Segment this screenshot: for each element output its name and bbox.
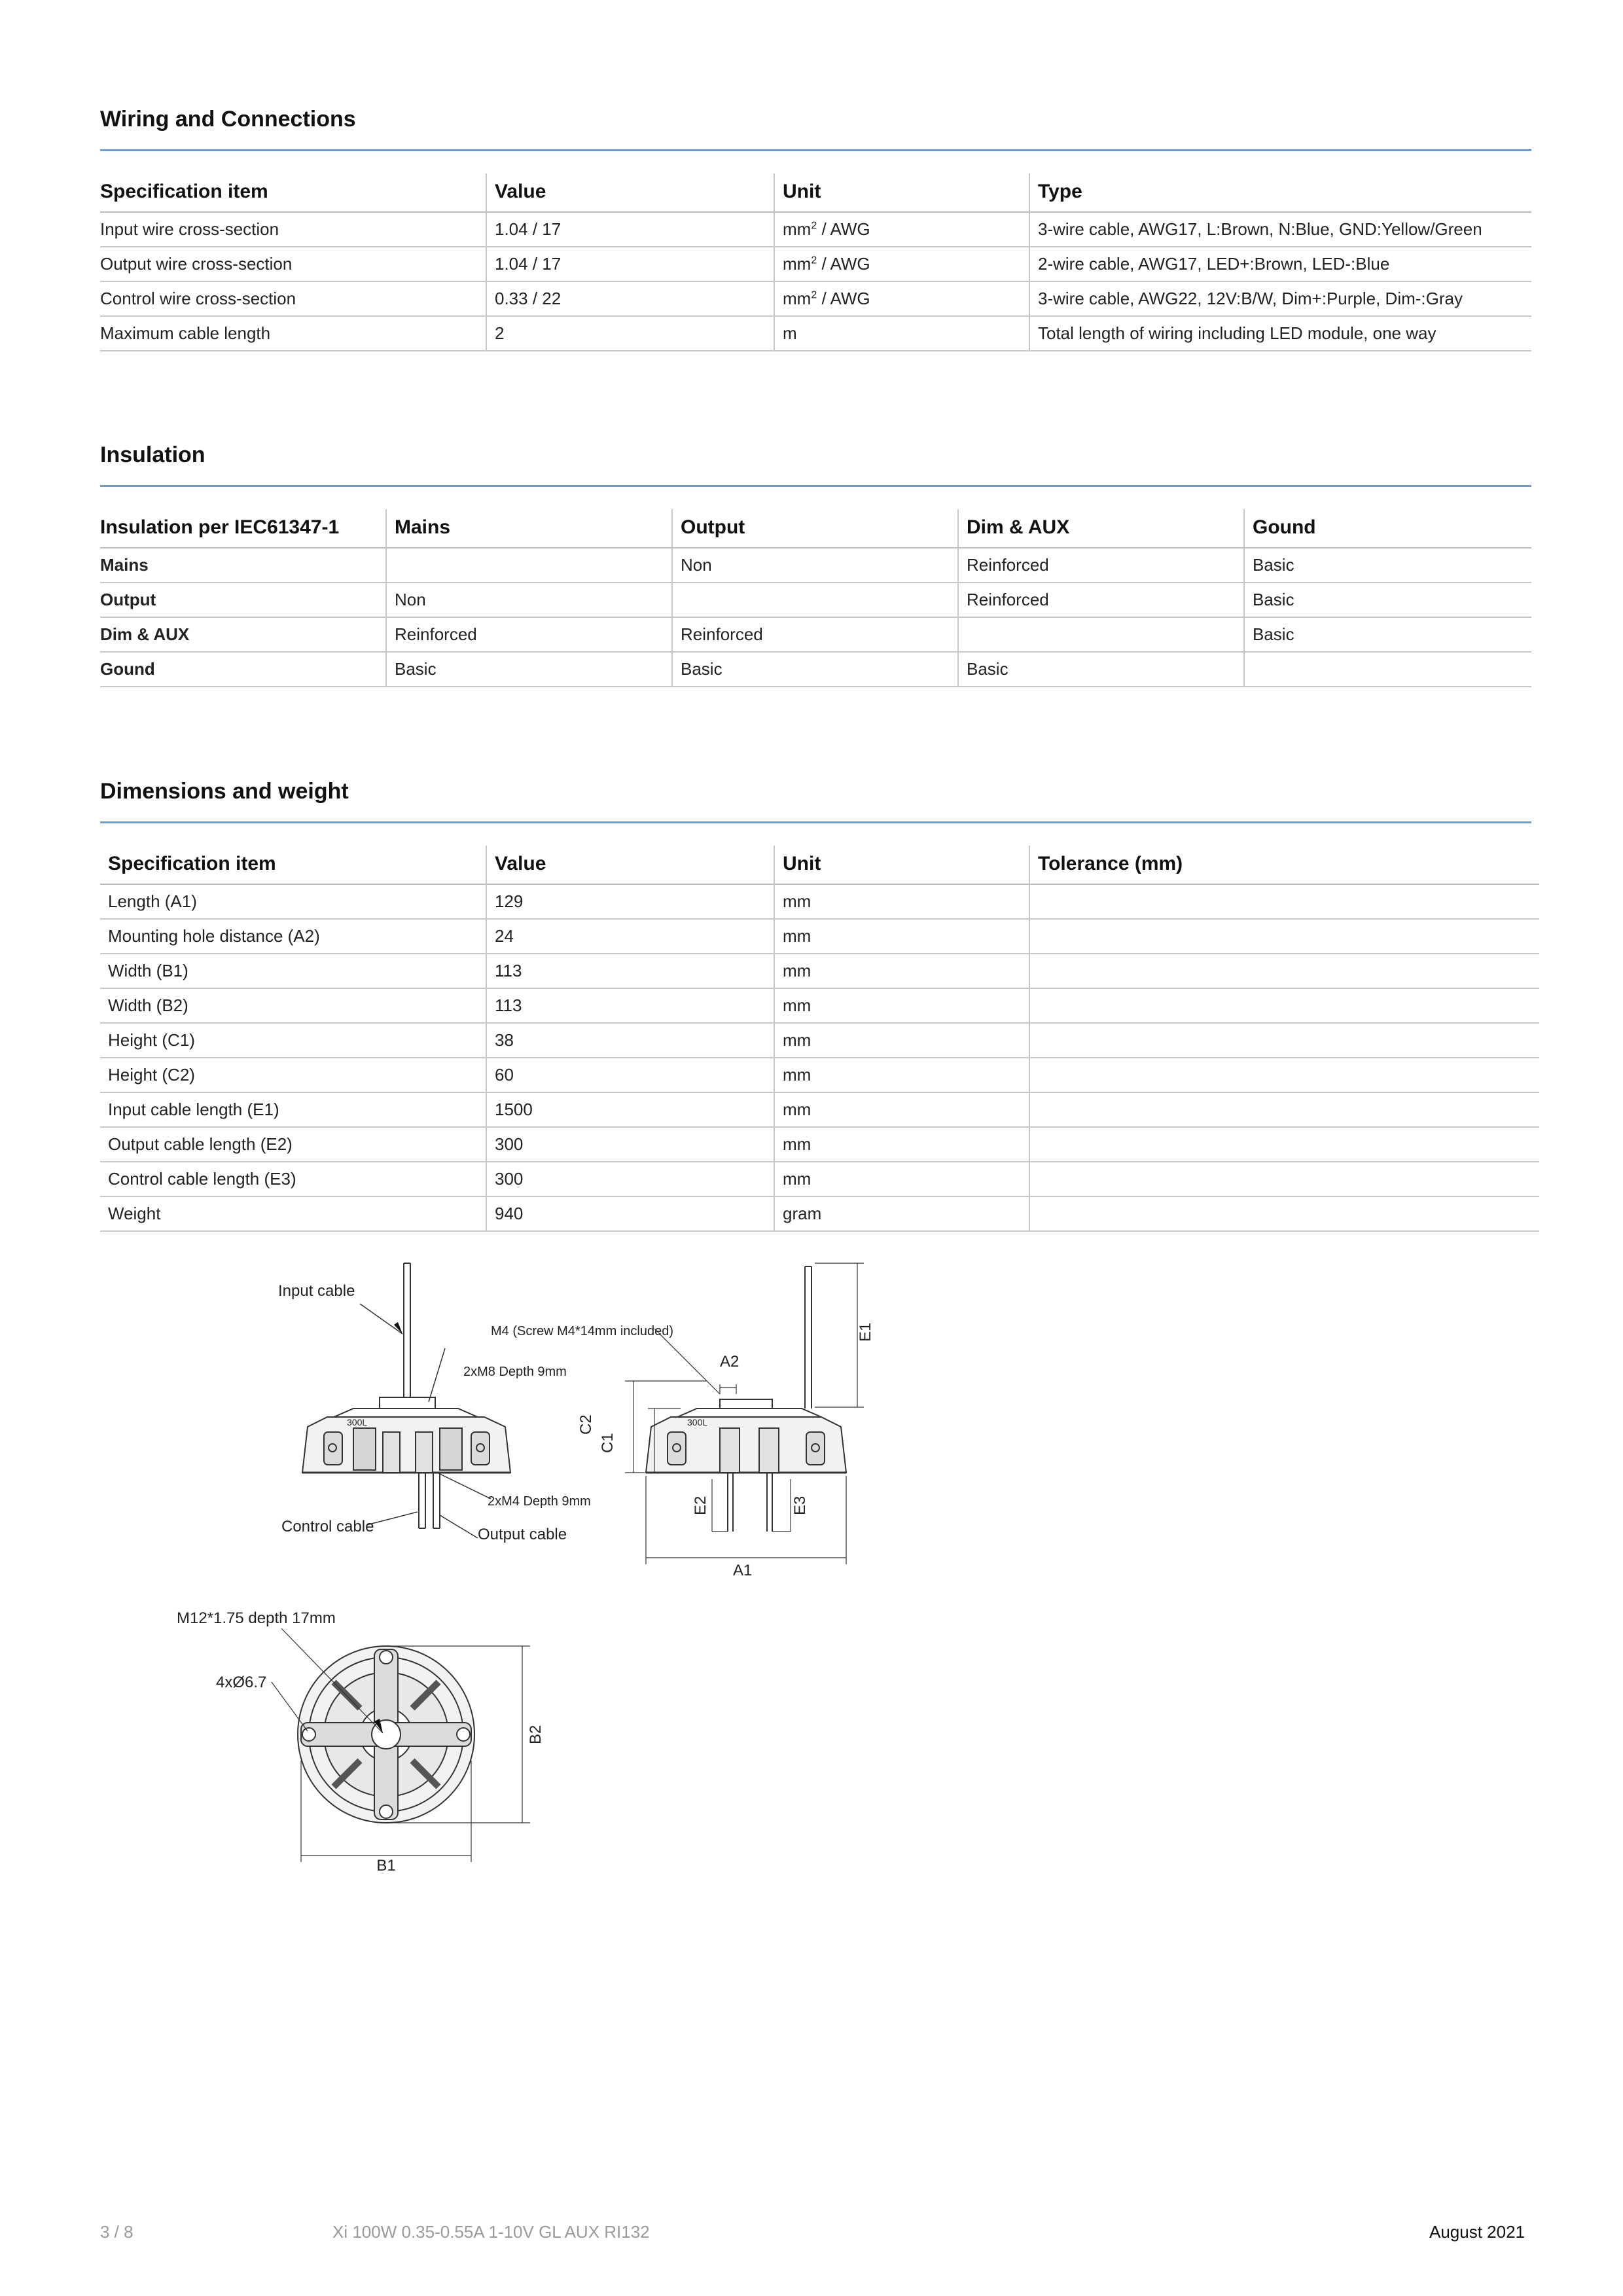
insulation-cell: Reinforced	[958, 583, 1244, 617]
insulation-cell: Reinforced	[386, 617, 672, 652]
table-row	[100, 988, 1539, 1023]
spec-unit	[774, 316, 1029, 351]
spec-type: 3-wire cable, AWG22, 12V:B/W, Dim+:Purple, Dim-:Gray	[1029, 281, 1531, 316]
column-header: Unit	[774, 173, 1029, 212]
spec-value: 300	[486, 1127, 774, 1162]
spec-unit	[774, 212, 1029, 247]
table-row	[100, 1092, 1539, 1127]
dimensions-table	[100, 846, 1539, 1232]
spec-unit	[774, 281, 1029, 316]
spec-unit: mm	[774, 954, 1029, 988]
wiring-table	[100, 173, 1531, 351]
unit-base: m	[783, 323, 797, 343]
b2-label: B2	[527, 1725, 544, 1744]
insulation-cell: Basic	[1244, 548, 1531, 583]
spec-item: Output wire cross-section	[100, 247, 486, 281]
spec-unit: mm	[774, 988, 1029, 1023]
output-cable-label: Output cable	[478, 1526, 567, 1543]
table-row	[100, 1162, 1539, 1196]
column-header: Dim & AUX	[958, 509, 1244, 548]
row-header: Gound	[100, 652, 386, 687]
column-header: Mains	[386, 509, 672, 548]
spec-unit: gram	[774, 1196, 1029, 1231]
section-title: Dimensions and weight	[100, 779, 1531, 823]
leader-input-cable	[360, 1304, 402, 1334]
spec-value: 38	[486, 1023, 774, 1058]
section-title: Insulation	[100, 442, 1531, 487]
svg-text:300L: 300L	[687, 1417, 708, 1427]
holes-label: 4xØ6.7	[216, 1674, 267, 1691]
insulation-section	[100, 442, 1531, 687]
dimension-lines	[625, 1263, 864, 1564]
m4-depth-label: 2xM4 Depth 9mm	[488, 1494, 591, 1509]
spec-tolerance	[1029, 954, 1539, 988]
e2-label: E2	[692, 1496, 709, 1515]
spec-item: Height (C1)	[100, 1023, 486, 1058]
insulation-cell: Non	[386, 583, 672, 617]
dimensions-section	[100, 779, 1539, 1232]
wiring-section	[100, 107, 1531, 351]
spec-value: 0.33 / 22	[486, 281, 774, 316]
table-header-row	[100, 509, 1531, 548]
spec-value: 2	[486, 316, 774, 351]
spec-item: Width (B1)	[100, 954, 486, 988]
column-header: Value	[486, 173, 774, 212]
spec-item: Height (C2)	[100, 1058, 486, 1092]
insulation-cell: Basic	[1244, 617, 1531, 652]
spec-item: Input wire cross-section	[100, 212, 486, 247]
spec-unit: mm	[774, 1162, 1029, 1196]
spec-item: Output cable length (E2)	[100, 1127, 486, 1162]
table-row	[100, 212, 1531, 247]
table-header-row	[100, 173, 1531, 212]
leader-m8	[429, 1348, 445, 1402]
spec-unit: mm	[774, 1127, 1029, 1162]
insulation-cell: Reinforced	[672, 617, 958, 652]
table-row	[100, 247, 1531, 281]
column-header: Gound	[1244, 509, 1531, 548]
spec-item: Maximum cable length	[100, 316, 486, 351]
spec-value: 1.04 / 17	[486, 247, 774, 281]
table-row	[100, 316, 1531, 351]
table-row	[100, 1196, 1539, 1231]
insulation-cell: Basic	[958, 652, 1244, 687]
spec-unit: mm	[774, 884, 1029, 919]
insulation-cell: Non	[672, 548, 958, 583]
e3-label: E3	[791, 1496, 809, 1515]
spec-value: 113	[486, 988, 774, 1023]
spec-unit: mm	[774, 1023, 1029, 1058]
side-view-drawing	[262, 1257, 890, 1597]
c1-label: C1	[599, 1433, 616, 1453]
spec-value: 300	[486, 1162, 774, 1196]
spec-item: Length (A1)	[100, 884, 486, 919]
m12-label: M12*1.75 depth 17mm	[177, 1610, 336, 1627]
insulation-cell	[958, 617, 1244, 652]
column-header: Output	[672, 509, 958, 548]
spec-item: Control wire cross-section	[100, 281, 486, 316]
table-row	[100, 281, 1531, 316]
c2-label: C2	[577, 1414, 595, 1435]
spec-tolerance	[1029, 1058, 1539, 1092]
insulation-cell	[386, 548, 672, 583]
column-header: Specification item	[100, 846, 486, 884]
spec-type: Total length of wiring including LED module, one way	[1029, 316, 1531, 351]
unit-superscript: 2	[811, 289, 817, 301]
input-cable-side	[805, 1266, 812, 1408]
leader-control-cable	[366, 1512, 418, 1525]
section-title: Wiring and Connections	[100, 107, 1531, 151]
driver-housing-front	[302, 1397, 510, 1473]
m4-screw-label: M4 (Screw M4*14mm included)	[491, 1324, 673, 1338]
spec-value: 129	[486, 884, 774, 919]
insulation-table	[100, 509, 1531, 687]
table-row	[100, 617, 1531, 652]
table-row	[100, 1127, 1539, 1162]
table-row	[100, 583, 1531, 617]
spec-tolerance	[1029, 919, 1539, 954]
unit-suffix: / AWG	[817, 289, 870, 308]
column-header: Value	[486, 846, 774, 884]
table-header-row	[100, 846, 1539, 884]
table-row	[100, 1023, 1539, 1058]
column-header: Tolerance (mm)	[1029, 846, 1539, 884]
table-row	[100, 919, 1539, 954]
row-header: Dim & AUX	[100, 617, 386, 652]
spec-tolerance	[1029, 1196, 1539, 1231]
spec-item: Mounting hole distance (A2)	[100, 919, 486, 954]
column-header: Insulation per IEC61347-1	[100, 509, 386, 548]
spec-tolerance	[1029, 884, 1539, 919]
spec-value: 113	[486, 954, 774, 988]
spec-tolerance	[1029, 1023, 1539, 1058]
bottom-view-drawing	[164, 1610, 556, 1872]
insulation-cell: Basic	[386, 652, 672, 687]
table-row	[100, 548, 1531, 583]
insulation-cell: Basic	[1244, 583, 1531, 617]
spec-type: 2-wire cable, AWG17, LED+:Brown, LED-:Blue	[1029, 247, 1531, 281]
unit-base: mm	[783, 289, 812, 308]
row-header: Output	[100, 583, 386, 617]
spec-value: 1.04 / 17	[486, 212, 774, 247]
row-header: Mains	[100, 548, 386, 583]
output-cables	[419, 1473, 440, 1528]
input-cable	[404, 1263, 410, 1397]
insulation-cell: Basic	[672, 652, 958, 687]
e1-label: E1	[857, 1322, 874, 1342]
spec-value: 60	[486, 1058, 774, 1092]
product-name: Xi 100W 0.35-0.55A 1-10V GL AUX RI132	[332, 2222, 650, 2242]
spec-item: Input cable length (E1)	[100, 1092, 486, 1127]
arrow-icon	[394, 1322, 402, 1334]
spec-unit: mm	[774, 1092, 1029, 1127]
leader-output-cable	[440, 1515, 478, 1538]
leader-m4	[437, 1473, 491, 1499]
unit-suffix: / AWG	[817, 219, 870, 239]
m8-depth-label: 2xM8 Depth 9mm	[463, 1365, 567, 1379]
svg-text:300L: 300L	[347, 1417, 368, 1427]
spec-value: 24	[486, 919, 774, 954]
spec-unit	[774, 247, 1029, 281]
spec-tolerance	[1029, 1162, 1539, 1196]
spec-tolerance	[1029, 1092, 1539, 1127]
table-row	[100, 884, 1539, 919]
spec-tolerance	[1029, 988, 1539, 1023]
b1-label: B1	[376, 1857, 396, 1872]
spec-item: Weight	[100, 1196, 486, 1231]
insulation-cell: Reinforced	[958, 548, 1244, 583]
spec-item: Width (B2)	[100, 988, 486, 1023]
input-cable-label: Input cable	[278, 1282, 355, 1300]
unit-suffix: / AWG	[817, 254, 870, 274]
unit-superscript: 2	[811, 255, 817, 266]
table-row	[100, 954, 1539, 988]
unit-base: mm	[783, 254, 812, 274]
a1-label: A1	[733, 1562, 753, 1579]
spec-unit: mm	[774, 1058, 1029, 1092]
driver-housing-side	[646, 1399, 846, 1473]
page-number: 3 / 8	[100, 2222, 134, 2242]
a2-label: A2	[720, 1353, 740, 1371]
spec-type: 3-wire cable, AWG17, L:Brown, N:Blue, GND:Yellow/Green	[1029, 212, 1531, 247]
column-header: Specification item	[100, 173, 486, 212]
spec-item: Control cable length (E3)	[100, 1162, 486, 1196]
unit-superscript: 2	[811, 220, 817, 232]
table-row	[100, 652, 1531, 687]
table-row	[100, 1058, 1539, 1092]
spec-value: 940	[486, 1196, 774, 1231]
spec-value: 1500	[486, 1092, 774, 1127]
spec-unit: mm	[774, 919, 1029, 954]
unit-base: mm	[783, 219, 812, 239]
insulation-cell	[672, 583, 958, 617]
column-header: Unit	[774, 846, 1029, 884]
spec-tolerance	[1029, 1127, 1539, 1162]
control-cable-label: Control cable	[281, 1518, 374, 1535]
column-header: Type	[1029, 173, 1531, 212]
document-date: August 2021	[1429, 2222, 1525, 2242]
insulation-cell	[1244, 652, 1531, 687]
